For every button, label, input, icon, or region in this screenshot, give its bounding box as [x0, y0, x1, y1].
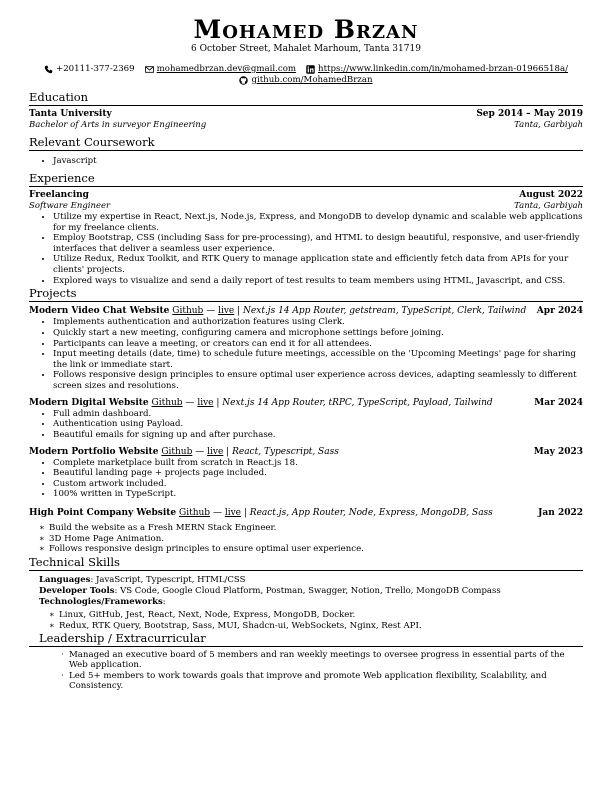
project-entry	[29, 447, 583, 501]
email-link[interactable]: mohamedbrzan.dev@gmail.com	[156, 64, 297, 74]
project-live-link[interactable]: live	[218, 306, 235, 317]
project-name: High Point Company Website	[29, 508, 177, 519]
project-bullet: • Beautiful emails for signing up and after purchase.	[53, 430, 583, 441]
languages-value: JavaScript, Typescript, HTML/CSS	[96, 575, 246, 586]
github-link[interactable]: github.com/MohamedBrzan	[251, 75, 373, 85]
education-dates: Sep 2014 – May 2019	[476, 109, 583, 119]
project-bullet: • Authentication using Payload.	[53, 419, 583, 430]
project-name: Modern Portfolio Website	[29, 446, 159, 457]
education-heading: Education	[29, 91, 583, 106]
project-github-link[interactable]: Github	[179, 508, 211, 519]
pipe-separator: |	[226, 446, 230, 457]
phone-icon	[44, 65, 53, 74]
frameworks-item: ∗ Redux, RTK Query, Bootstrap, Sass, MUI, Shadcn-ui, WebSockets, Nginx, Rest API.	[59, 621, 583, 632]
experience-heading: Experience	[29, 172, 583, 187]
project-bullet: • 100% written in TypeScript.	[53, 489, 583, 500]
degree: Bachelor of Arts in surveyor Engineering	[29, 120, 207, 131]
project-bullets	[29, 317, 583, 391]
coursework-list	[29, 156, 583, 167]
skills-block	[29, 575, 583, 632]
email-contact[interactable]	[145, 64, 296, 75]
frameworks-item: ∗ Linux, GitHub, Jest, React, Next, Node, Express, MongoDB, Docker.	[59, 610, 583, 621]
project-github-link[interactable]: Github	[161, 446, 193, 457]
languages-label: Languages	[39, 575, 91, 586]
project-bullet: • Complete marketplace built from scratch in React.js 18.	[53, 458, 583, 469]
project-bullet: • Follows responsive design principles to ensure optimal user experience across devices, adapting seamlessly to different screen sizes and resolutions.	[53, 370, 583, 391]
project-bullet: ∗ Build the website as a Fresh MERN Stack Engineer.	[49, 523, 583, 534]
github-icon	[239, 76, 248, 85]
project-bullets	[29, 523, 583, 555]
project-bullet: • Input meeting details (date, time) to schedule future meetings, accessible on the 'Upcoming Meetings' page for sharing the link or immediate start.	[53, 349, 583, 370]
frameworks-line: Technologies/Frameworks:	[39, 596, 166, 607]
projects-heading: Projects	[29, 287, 583, 302]
project-bullet: • Implements authentication and authorization features using Clerk.	[53, 317, 583, 328]
project-tech: React.js, App Router, Node, Express, MongoDB, Sass	[249, 508, 493, 519]
link-separator: —	[195, 446, 205, 457]
link-separator: —	[206, 306, 216, 317]
leadership-heading	[29, 632, 583, 647]
leadership-bullet: · Led 5+ members to work towards goals that improve and promote Web application flexibility, Scalability, and Consistency.	[69, 671, 583, 692]
pipe-separator: |	[216, 397, 220, 408]
education-location: Tanta, Garbiyah	[514, 120, 583, 131]
pipe-separator: |	[237, 306, 241, 317]
leadership-bullets	[29, 650, 583, 692]
leadership-title: Leadership / Extracurricular	[39, 630, 206, 645]
experience-bullet: • Utilize my expertise in React, Next.js, Node.js, Express, and MongoDB to develop dynamic and scalable web applications for my freelance clients.	[53, 212, 583, 233]
candidate-name: Mohamed Brzan	[193, 15, 419, 44]
link-separator: —	[185, 397, 195, 408]
project-bullet: ∗ Follows responsive design principles to ensure optimal user experience.	[49, 544, 583, 555]
project-bullet: • Beautiful landing page + projects page included.	[53, 468, 583, 479]
project-bullet: • Full admin dashboard.	[53, 409, 583, 420]
education-entry	[29, 109, 583, 131]
phone-contact	[44, 64, 135, 75]
experience-location: Tanta, Garbiyah	[514, 201, 583, 211]
project-date: Apr 2024	[536, 306, 583, 317]
project-date: May 2023	[533, 446, 583, 457]
project-entry	[29, 306, 583, 391]
company-name: Freelancing	[29, 189, 89, 200]
frameworks-label: Technologies/Frameworks	[39, 596, 163, 607]
linkedin-link[interactable]: https://www.linkedin.com/in/mohamed-brzan-01966518a/	[318, 64, 568, 74]
job-role: Software Engineer	[29, 201, 111, 211]
project-bullet: • Quickly start a new meeting, configuring camera and microphone settings before joining.	[53, 328, 583, 339]
project-bullet: • Custom artwork included.	[53, 479, 583, 490]
experience-bullet: • Utilize Redux, Redux Toolkit, and RTK Query to manage application state and efficiently fetch data from APIs for your clients' projects.	[53, 254, 583, 275]
school-name: Tanta University	[29, 109, 112, 119]
project-tech: React, Typescript, Sass	[232, 446, 339, 457]
project-bullets	[29, 409, 583, 441]
project-date: Jan 2022	[538, 508, 583, 519]
project-bullet: • Participants can leave a meeting, or creators can end it for all attendees.	[53, 339, 583, 350]
experience-entry	[29, 190, 583, 286]
contact-bar	[29, 64, 583, 86]
linkedin-icon	[306, 65, 315, 74]
frameworks-list	[39, 610, 583, 631]
link-separator: —	[212, 508, 222, 519]
project-tech: Next.js 14 App Router, tRPC, TypeScript, Payload, Tailwind	[222, 397, 493, 408]
skills-heading: Technical Skills	[29, 556, 583, 571]
project-github-link[interactable]: Github	[151, 397, 183, 408]
coursework-heading: Relevant Coursework	[29, 136, 583, 151]
experience-bullet: • Employ Bootstrap, CSS (including Sass for pre-processing), and HTML to design beautiful, responsive, and user-friendly interfaces that deliver a seamless user experience.	[53, 233, 583, 254]
project-github-link[interactable]: Github	[172, 306, 204, 317]
phone-number: +20111-377-2369	[56, 64, 135, 74]
experience-bullets	[29, 212, 583, 286]
project-entry	[29, 398, 583, 441]
project-live-link[interactable]: live	[207, 446, 224, 457]
project-live-link[interactable]: live	[224, 508, 241, 519]
languages-line: Languages: JavaScript, Typescript, HTML/CSS	[39, 575, 246, 586]
experience-bullet: • Explored ways to visualize and send a daily report of test results to team members using HTML, Javascript, and CSS.	[53, 276, 583, 287]
tools-value: VS Code, Google Cloud Platform, Postman, Swagger, Notion, Trello, MongoDB Compass	[120, 585, 501, 596]
project-tech: Next.js 14 App Router, getstream, TypeScript, Clerk, Tailwind	[243, 306, 527, 317]
tools-label: Developer Tools	[39, 585, 115, 596]
linkedin-contact[interactable]	[306, 64, 568, 75]
project-name: Modern Digital Website	[29, 397, 149, 408]
project-live-link[interactable]: live	[197, 397, 214, 408]
coursework-item: • Javascript	[53, 156, 583, 167]
tools-line: Developer Tools: VS Code, Google Cloud Platform, Postman, Swagger, Notion, Trello, MongoDB Compass	[39, 585, 501, 596]
project-date: Mar 2024	[534, 397, 583, 408]
experience-date: August 2022	[519, 189, 583, 200]
project-bullet: ∗ 3D Home Page Animation.	[49, 534, 583, 545]
pipe-separator: |	[243, 508, 247, 519]
address: 6 October Street, Mahalet Marhoum, Tanta 31719	[191, 44, 421, 54]
leadership-bullet: · Managed an executive board of 5 members and ran weekly meetings to oversee progress in essential parts of the Web application.	[69, 650, 583, 671]
project-entry	[29, 508, 583, 555]
project-name: Modern Video Chat Website	[29, 306, 170, 317]
email-icon	[145, 65, 154, 74]
github-contact[interactable]	[239, 75, 372, 86]
project-bullets	[29, 458, 583, 500]
